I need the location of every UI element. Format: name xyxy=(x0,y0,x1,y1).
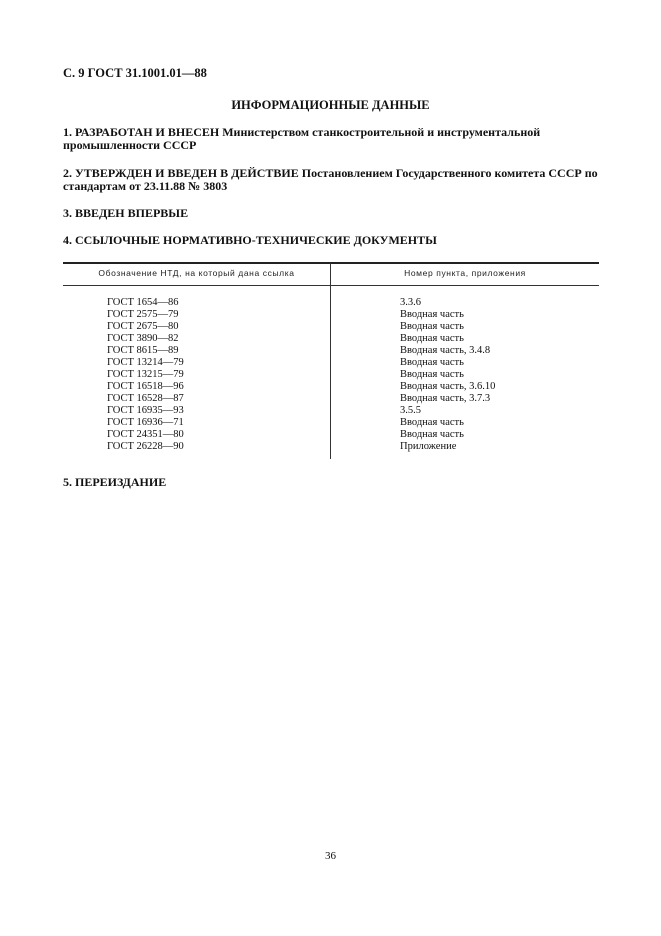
table-cell-designation: ГОСТ 2575—79 xyxy=(107,309,179,320)
table-cell-clause: Вводная часть, 3.7.3 xyxy=(400,393,491,404)
table-cell-clause: 3.3.6 xyxy=(400,297,421,308)
info-item-head: 2. УТВЕРЖДЕН И ВВЕДЕН В ДЕЙСТВИЕ xyxy=(63,166,299,180)
table-cell-designation: ГОСТ 16528—87 xyxy=(107,393,184,404)
table-cell-designation: ГОСТ 16936—71 xyxy=(107,417,184,428)
info-item-head: 3. ВВЕДЕН ВПЕРВЫЕ xyxy=(63,206,189,220)
table-cell-clause: Приложение xyxy=(400,441,457,452)
table-cell-designation: ГОСТ 1654—86 xyxy=(107,297,179,308)
table-cell-designation: ГОСТ 16518—96 xyxy=(107,381,184,392)
table-header-divider xyxy=(63,285,599,286)
table-cell-designation: ГОСТ 16935—93 xyxy=(107,405,184,416)
table-cell-clause: Вводная часть xyxy=(400,369,464,380)
info-item-text: Постановлением Государственного комитета СССР по стандартам от 23.11.88 № 3803 xyxy=(63,166,598,193)
table-cell-designation: ГОСТ 26228—90 xyxy=(107,441,184,452)
table-header-designation: Обозначение НТД, на который дана ссылка xyxy=(98,268,295,278)
table-cell-clause: Вводная часть xyxy=(400,321,464,332)
table-cell-clause: Вводная часть xyxy=(400,429,464,440)
table-cell-designation: ГОСТ 8615—89 xyxy=(107,345,179,356)
info-item-reissue xyxy=(63,476,608,489)
info-item-approved xyxy=(63,167,608,193)
table-cell-clause: Вводная часть xyxy=(400,357,464,368)
table-cell-designation: ГОСТ 24351—80 xyxy=(107,429,184,440)
table-cell-designation: ГОСТ 13215—79 xyxy=(107,369,184,380)
table-header-clause: Номер пункта, приложения xyxy=(404,268,526,278)
table-cell-clause: Вводная часть xyxy=(400,417,464,428)
table-cell-designation: ГОСТ 2675—80 xyxy=(107,321,179,332)
info-item-first-introduced xyxy=(63,207,608,220)
table-cell-clause: Вводная часть xyxy=(400,333,464,344)
table-cell-designation: ГОСТ 13214—79 xyxy=(107,357,184,368)
info-item-developed xyxy=(63,126,608,152)
table-top-border xyxy=(63,262,599,264)
info-item-references xyxy=(63,234,608,247)
table-cell-clause: 3.5.5 xyxy=(400,405,421,416)
table-cell-designation: ГОСТ 3890—82 xyxy=(107,333,179,344)
info-item-head: 4. ССЫЛОЧНЫЕ НОРМАТИВНО-ТЕХНИЧЕСКИЕ ДОКУМЕНТЫ xyxy=(63,233,437,247)
table-cell-clause: Вводная часть xyxy=(400,309,464,320)
info-item-head: 1. РАЗРАБОТАН И ВНЕСЕН xyxy=(63,125,220,139)
info-item-text: Министерством станкостроительной и инструментальной промышленности СССР xyxy=(63,125,541,152)
info-item-head: 5. ПЕРЕИЗДАНИЕ xyxy=(63,475,167,489)
table-cell-clause: Вводная часть, 3.6.10 xyxy=(400,381,496,392)
table-column-divider xyxy=(330,263,331,459)
page-header: С. 9 ГОСТ 31.1001.01—88 xyxy=(63,66,207,80)
page-number: 36 xyxy=(325,850,336,862)
table-cell-clause: Вводная часть, 3.4.8 xyxy=(400,345,491,356)
section-title: ИНФОРМАЦИОННЫЕ ДАННЫЕ xyxy=(231,98,430,112)
